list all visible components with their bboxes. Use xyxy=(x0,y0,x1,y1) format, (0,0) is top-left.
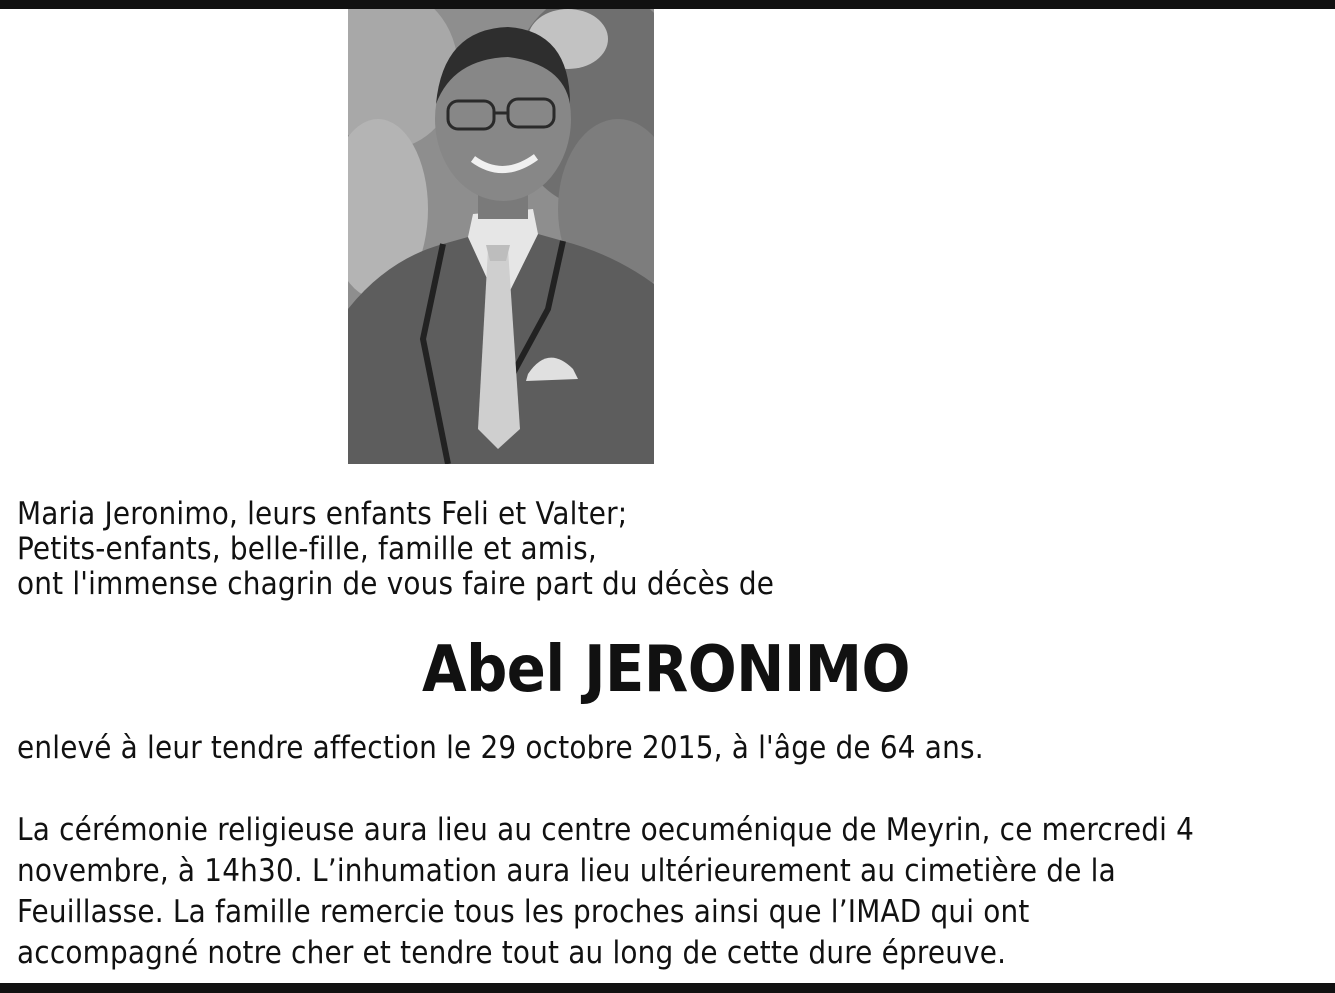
portrait-photo xyxy=(348,9,654,464)
family-line: ont l'immense chagrin de vous faire part du décès de xyxy=(17,566,775,602)
top-border-rule xyxy=(0,0,1335,9)
deceased-name: Abel JERONIMO xyxy=(422,633,910,707)
ceremony-line: accompagné notre cher et tendre tout au long de cette dure épreuve. xyxy=(17,935,1007,971)
ceremony-line: La cérémonie religieuse aura lieu au centre oecuménique de Meyrin, ce mercredi 4 xyxy=(17,812,1195,848)
bottom-border-rule xyxy=(0,983,1335,993)
ceremony-line: novembre, à 14h30. L’inhumation aura lieu ultérieurement au cimetière de la xyxy=(17,853,1116,889)
ceremony-line: Feuillasse. La famille remercie tous les proches ainsi que l’IMAD qui ont xyxy=(17,894,1030,930)
ceremony-details xyxy=(17,810,1194,974)
family-announcement xyxy=(17,497,774,602)
family-line: Maria Jeronimo, leurs enfants Feli et Valter; xyxy=(17,496,628,532)
death-date-line: enlevé à leur tendre affection le 29 octobre 2015, à l'âge de 64 ans. xyxy=(17,730,984,766)
family-line: Petits-enfants, belle-fille, famille et amis, xyxy=(17,531,597,567)
